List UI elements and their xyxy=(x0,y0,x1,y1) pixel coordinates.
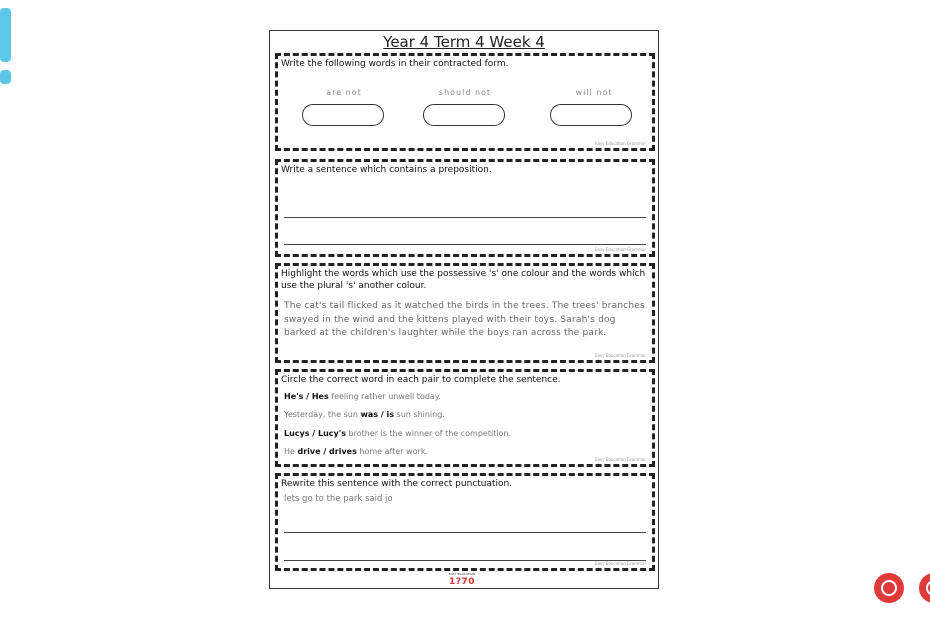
answer-line[interactable] xyxy=(284,532,646,533)
question-prompt: Circle the correct word in each pair to complete the sentence. xyxy=(281,375,561,385)
passage-text: The cat's tail flicked as it watched the birds in the trees. The trees' branches swayed in the wind and the kittens played with their toys. Sarah's dog barked at the children's laughter while the boys ran across the park. xyxy=(284,301,645,338)
sentence-text: lets go to the park said jo xyxy=(284,494,393,504)
sentence-2: Yesterday, the sun was / is sun shining. xyxy=(284,410,445,419)
question-prompt: Rewrite this sentence with the correct punctuation. xyxy=(281,479,513,489)
question-prompt: Write a sentence which contains a preposition. xyxy=(281,165,492,175)
credit-text: Easy Education Grammar xyxy=(595,457,646,462)
sentence-3: Lucys / Lucy's brother is the winner of the competition. xyxy=(284,429,512,438)
credit-text: Easy Education Grammar xyxy=(595,247,646,252)
sentence-1: He's / Hes feeling rather unwell today. xyxy=(284,392,441,401)
question-prompt: Write the following words in their contracted form. xyxy=(281,59,509,69)
word-choice[interactable]: drive / drives xyxy=(297,447,357,456)
question-circle-word xyxy=(275,369,655,467)
credit-text: Easy Education Grammar xyxy=(595,353,646,358)
worksheet xyxy=(269,30,659,589)
word-choice[interactable]: He's / Hes xyxy=(284,392,329,401)
easy-education-logo: 1?70 xyxy=(448,577,475,587)
red-circle-icon xyxy=(919,573,930,603)
sentence-4: He drive / drives home after work. xyxy=(284,447,428,456)
credit-text: Easy Education Grammar xyxy=(595,141,646,146)
question-preposition xyxy=(275,159,655,257)
worksheet-title: Year 4 Term 4 Week 4 xyxy=(383,33,545,51)
answer-line[interactable] xyxy=(284,217,646,218)
credit-text: Easy Education Grammar xyxy=(595,561,646,566)
word-choice[interactable]: was / is xyxy=(360,410,394,419)
answer-line[interactable] xyxy=(284,560,646,561)
word-prompt: will not xyxy=(575,88,613,97)
word-choice[interactable]: Lucys / Lucy's xyxy=(284,429,346,438)
red-circle-icon xyxy=(874,573,904,603)
word-prompt: should not xyxy=(438,88,492,97)
question-contractions xyxy=(275,53,655,151)
logo-caption: EASY EDUCATION xyxy=(448,572,476,576)
question-prompt: Highlight the words which use the possessive 's' one colour and the words which use the plural 's' another colour. xyxy=(281,269,646,291)
answer-box[interactable] xyxy=(550,104,632,126)
exclamation-icon xyxy=(0,0,14,90)
word-prompt: are not xyxy=(326,88,362,97)
answer-box[interactable] xyxy=(423,104,505,126)
question-punctuation xyxy=(275,473,655,571)
question-possessive xyxy=(275,263,655,363)
answer-line[interactable] xyxy=(284,244,646,245)
answer-box[interactable] xyxy=(302,104,384,126)
